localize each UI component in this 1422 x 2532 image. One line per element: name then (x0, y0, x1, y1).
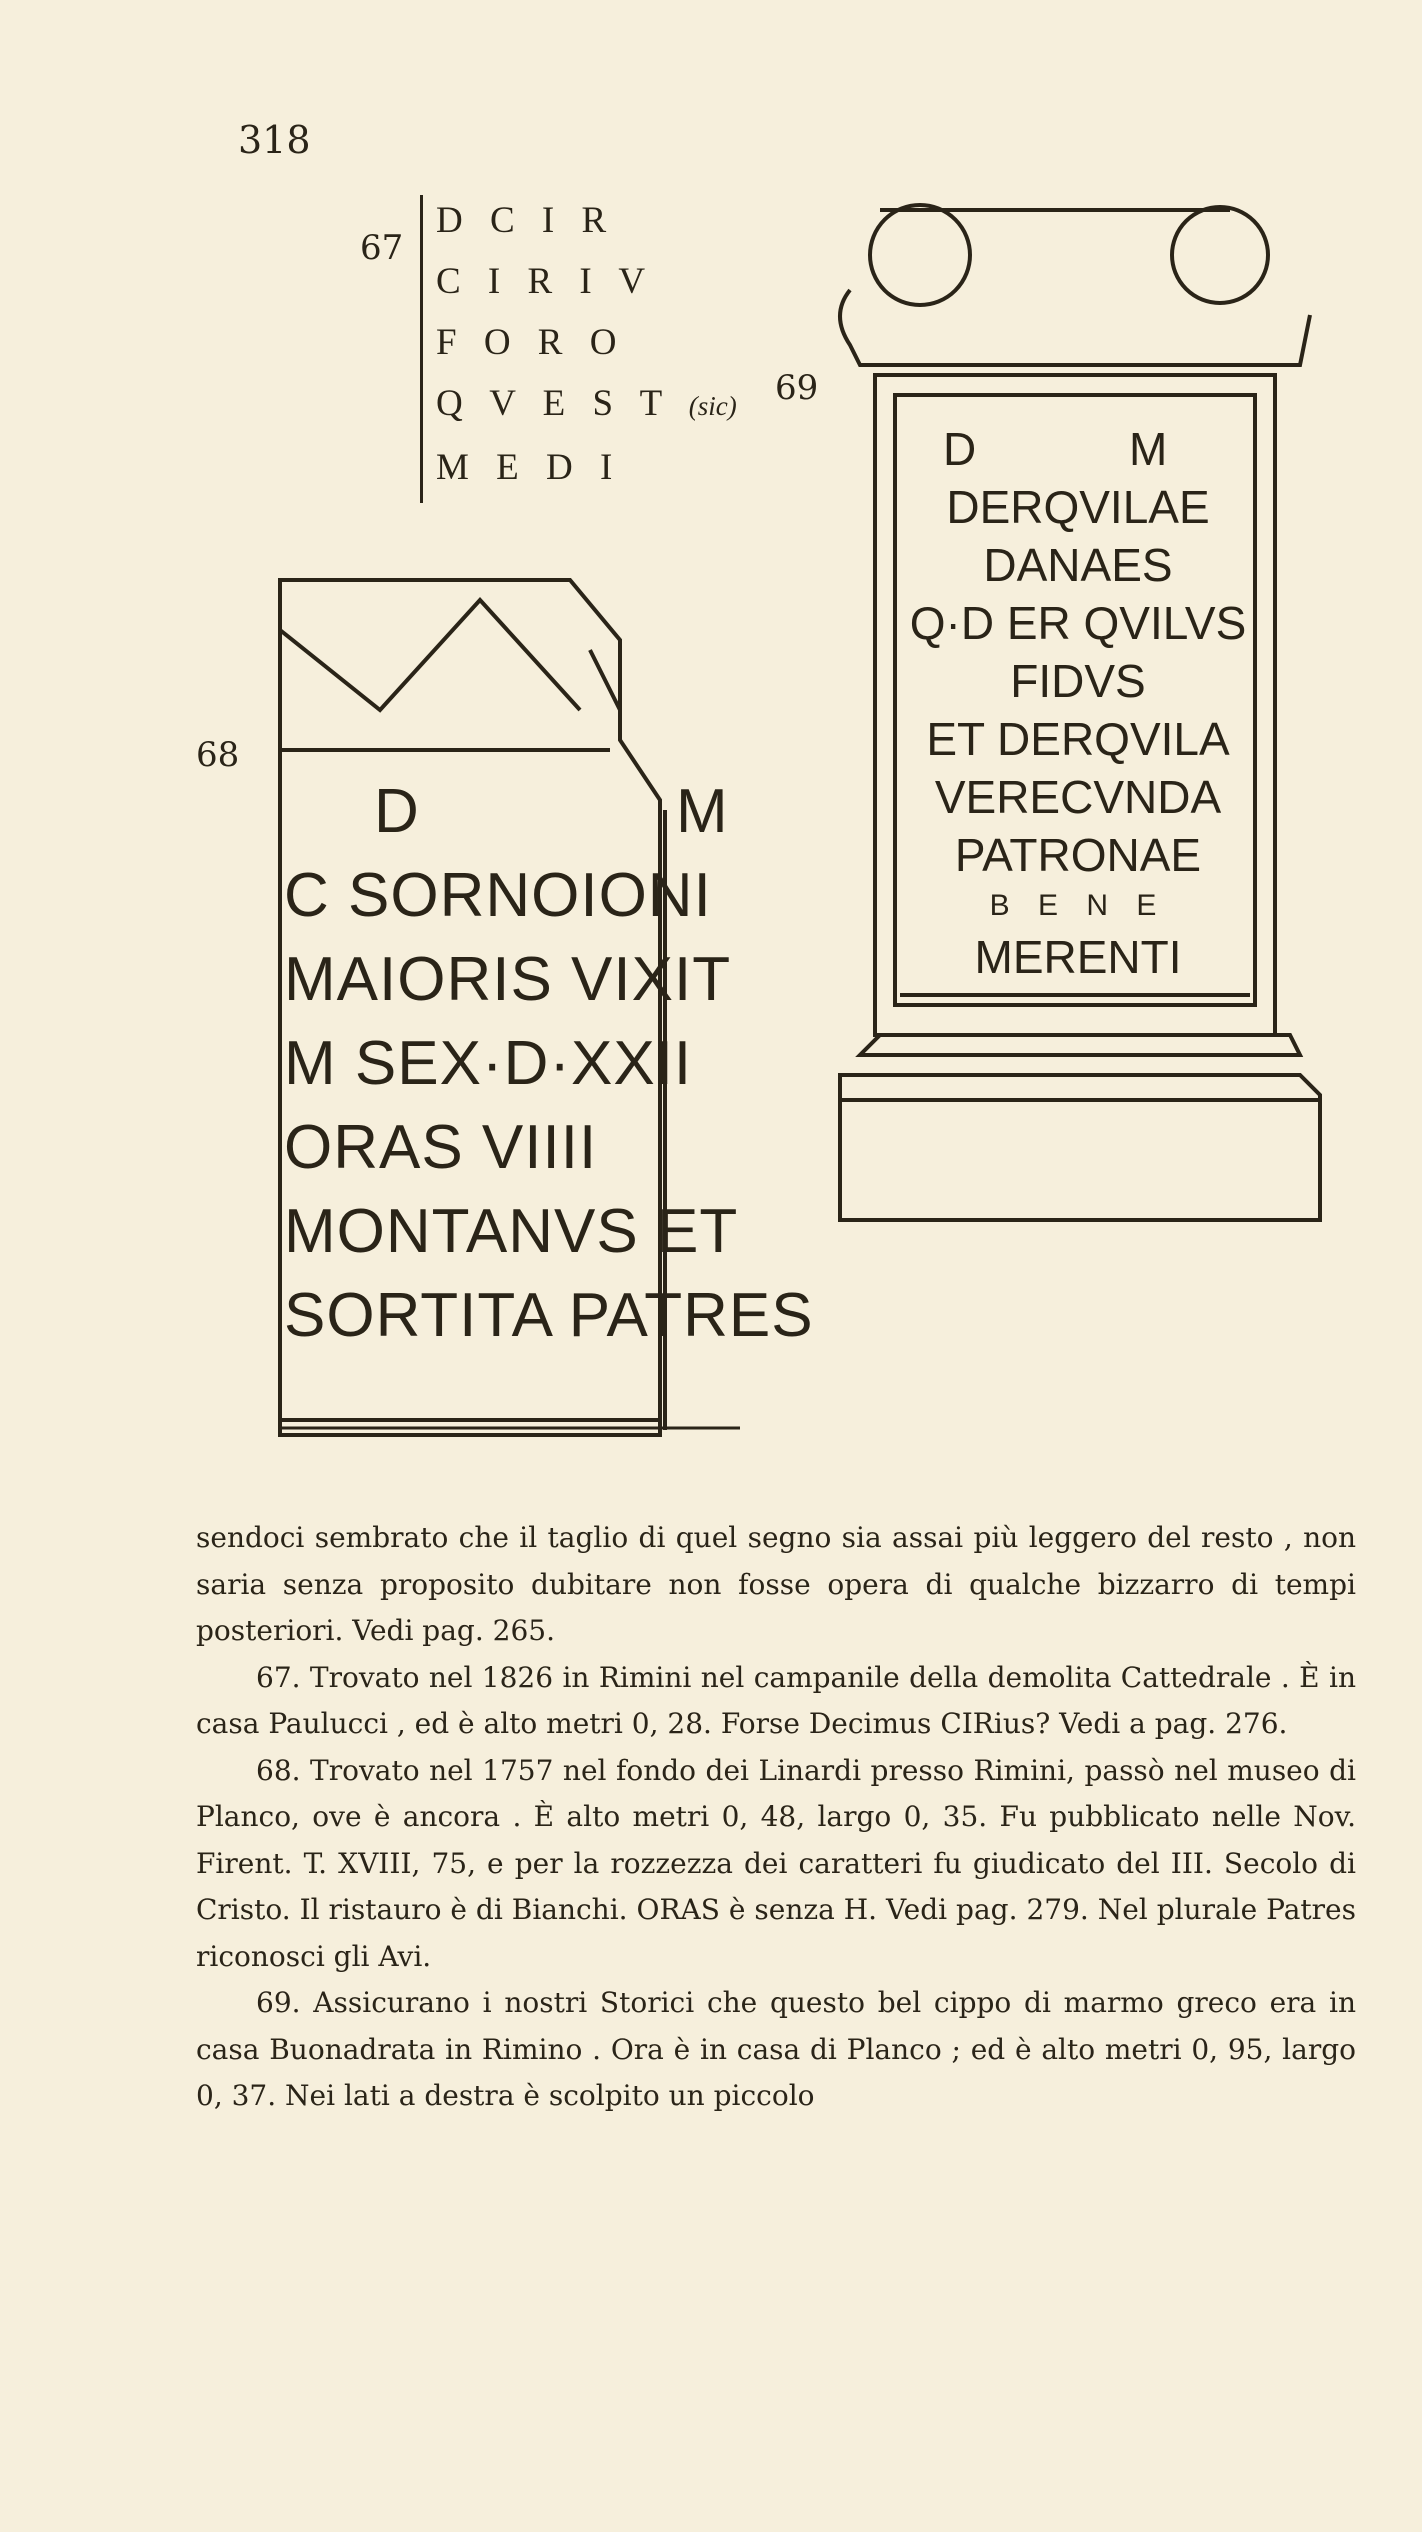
inscription-line: MAIORIS VIXIT (284, 945, 732, 1014)
inscription-line: ET DERQVILA (926, 713, 1230, 765)
inscription-line: Q·D ER QVILVS (909, 597, 1247, 649)
inscription-line: D C I R (436, 200, 616, 241)
inscription-line: C I R I V (436, 261, 655, 302)
inscription-line: D M (943, 423, 1168, 475)
inscription-line: Q V E S T (sic) (436, 383, 737, 424)
figure-69-inscription (898, 420, 1258, 986)
paragraph: 69. Assicurano i nostri Storici che questo bel cippo di marmo greco era in casa Buonadrata in Rimino . Ora è in casa di Planco ; ed è alto metri 0, 95, largo 0, 37. Nei lati a destra è scolpito un piccolo (196, 1986, 1356, 2112)
inscription-line: PATRONAE (954, 829, 1202, 881)
page-number: 318 (238, 118, 311, 162)
inscription-line: VERECVNDA (934, 771, 1222, 823)
paragraph: 68. Trovato nel 1757 nel fondo dei Linardi presso Rimini, passò nel museo di Planco, ove è ancora . È alto metri 0, 48, largo 0, 35. Fu pubblicato nelle Nov. Firent. T. XVIII, 75, e per la rozzezza dei caratteri fu giudicato del III. Secolo di Cristo. Il ristauro è di Bianchi. ORAS è senza H. Vedi pag. 279. Nel plurale Patres riconosci gli Avi. (196, 1753, 1356, 1973)
inscription-line: M SEX·D·XXII (284, 1029, 693, 1098)
inscription-line: MERENTI (974, 931, 1182, 983)
figure-69-number: 69 (775, 368, 819, 408)
inscription-line: FIDVS (1010, 655, 1146, 707)
inscription-line: ORAS VIIII (284, 1113, 598, 1182)
inscription-line: MONTANVS ET (284, 1197, 739, 1266)
inscription-line: F O R O (436, 322, 626, 363)
paragraph: sendoci sembrato che il taglio di quel segno sia assai più leggero del resto , non saria senza proposito dubitare non fosse opera di qualche bizzarro di tempi posteriori. Vedi pag. 265. (196, 1521, 1356, 1647)
figure-68-number: 68 (196, 735, 240, 775)
figure-67-number: 67 (360, 228, 404, 268)
inscription-line: DANAES (983, 539, 1173, 591)
figure-68-inscription (284, 770, 848, 1358)
inscription-line: DERQVILAE (946, 481, 1210, 533)
figure-67-inscription (436, 190, 737, 498)
sic-note: (sic) (688, 391, 737, 421)
inscription-line: M E D I (436, 447, 622, 488)
paragraph: 67. Trovato nel 1826 in Rimini nel campanile della demolita Cattedrale . È in casa Paulucci , ed è alto metri 0, 28. Forse Decimus CIRius? Vedi a pag. 276. (196, 1660, 1356, 1740)
inscription-line: B E N E (989, 889, 1167, 922)
inscription-line: SORTITA PATRES (284, 1281, 814, 1350)
inscription-line: C SORNOIONI (284, 861, 712, 930)
figure-67-stone-edge (420, 195, 423, 503)
commentary-text (196, 1515, 1356, 2120)
inscription-line: D M (374, 777, 848, 846)
